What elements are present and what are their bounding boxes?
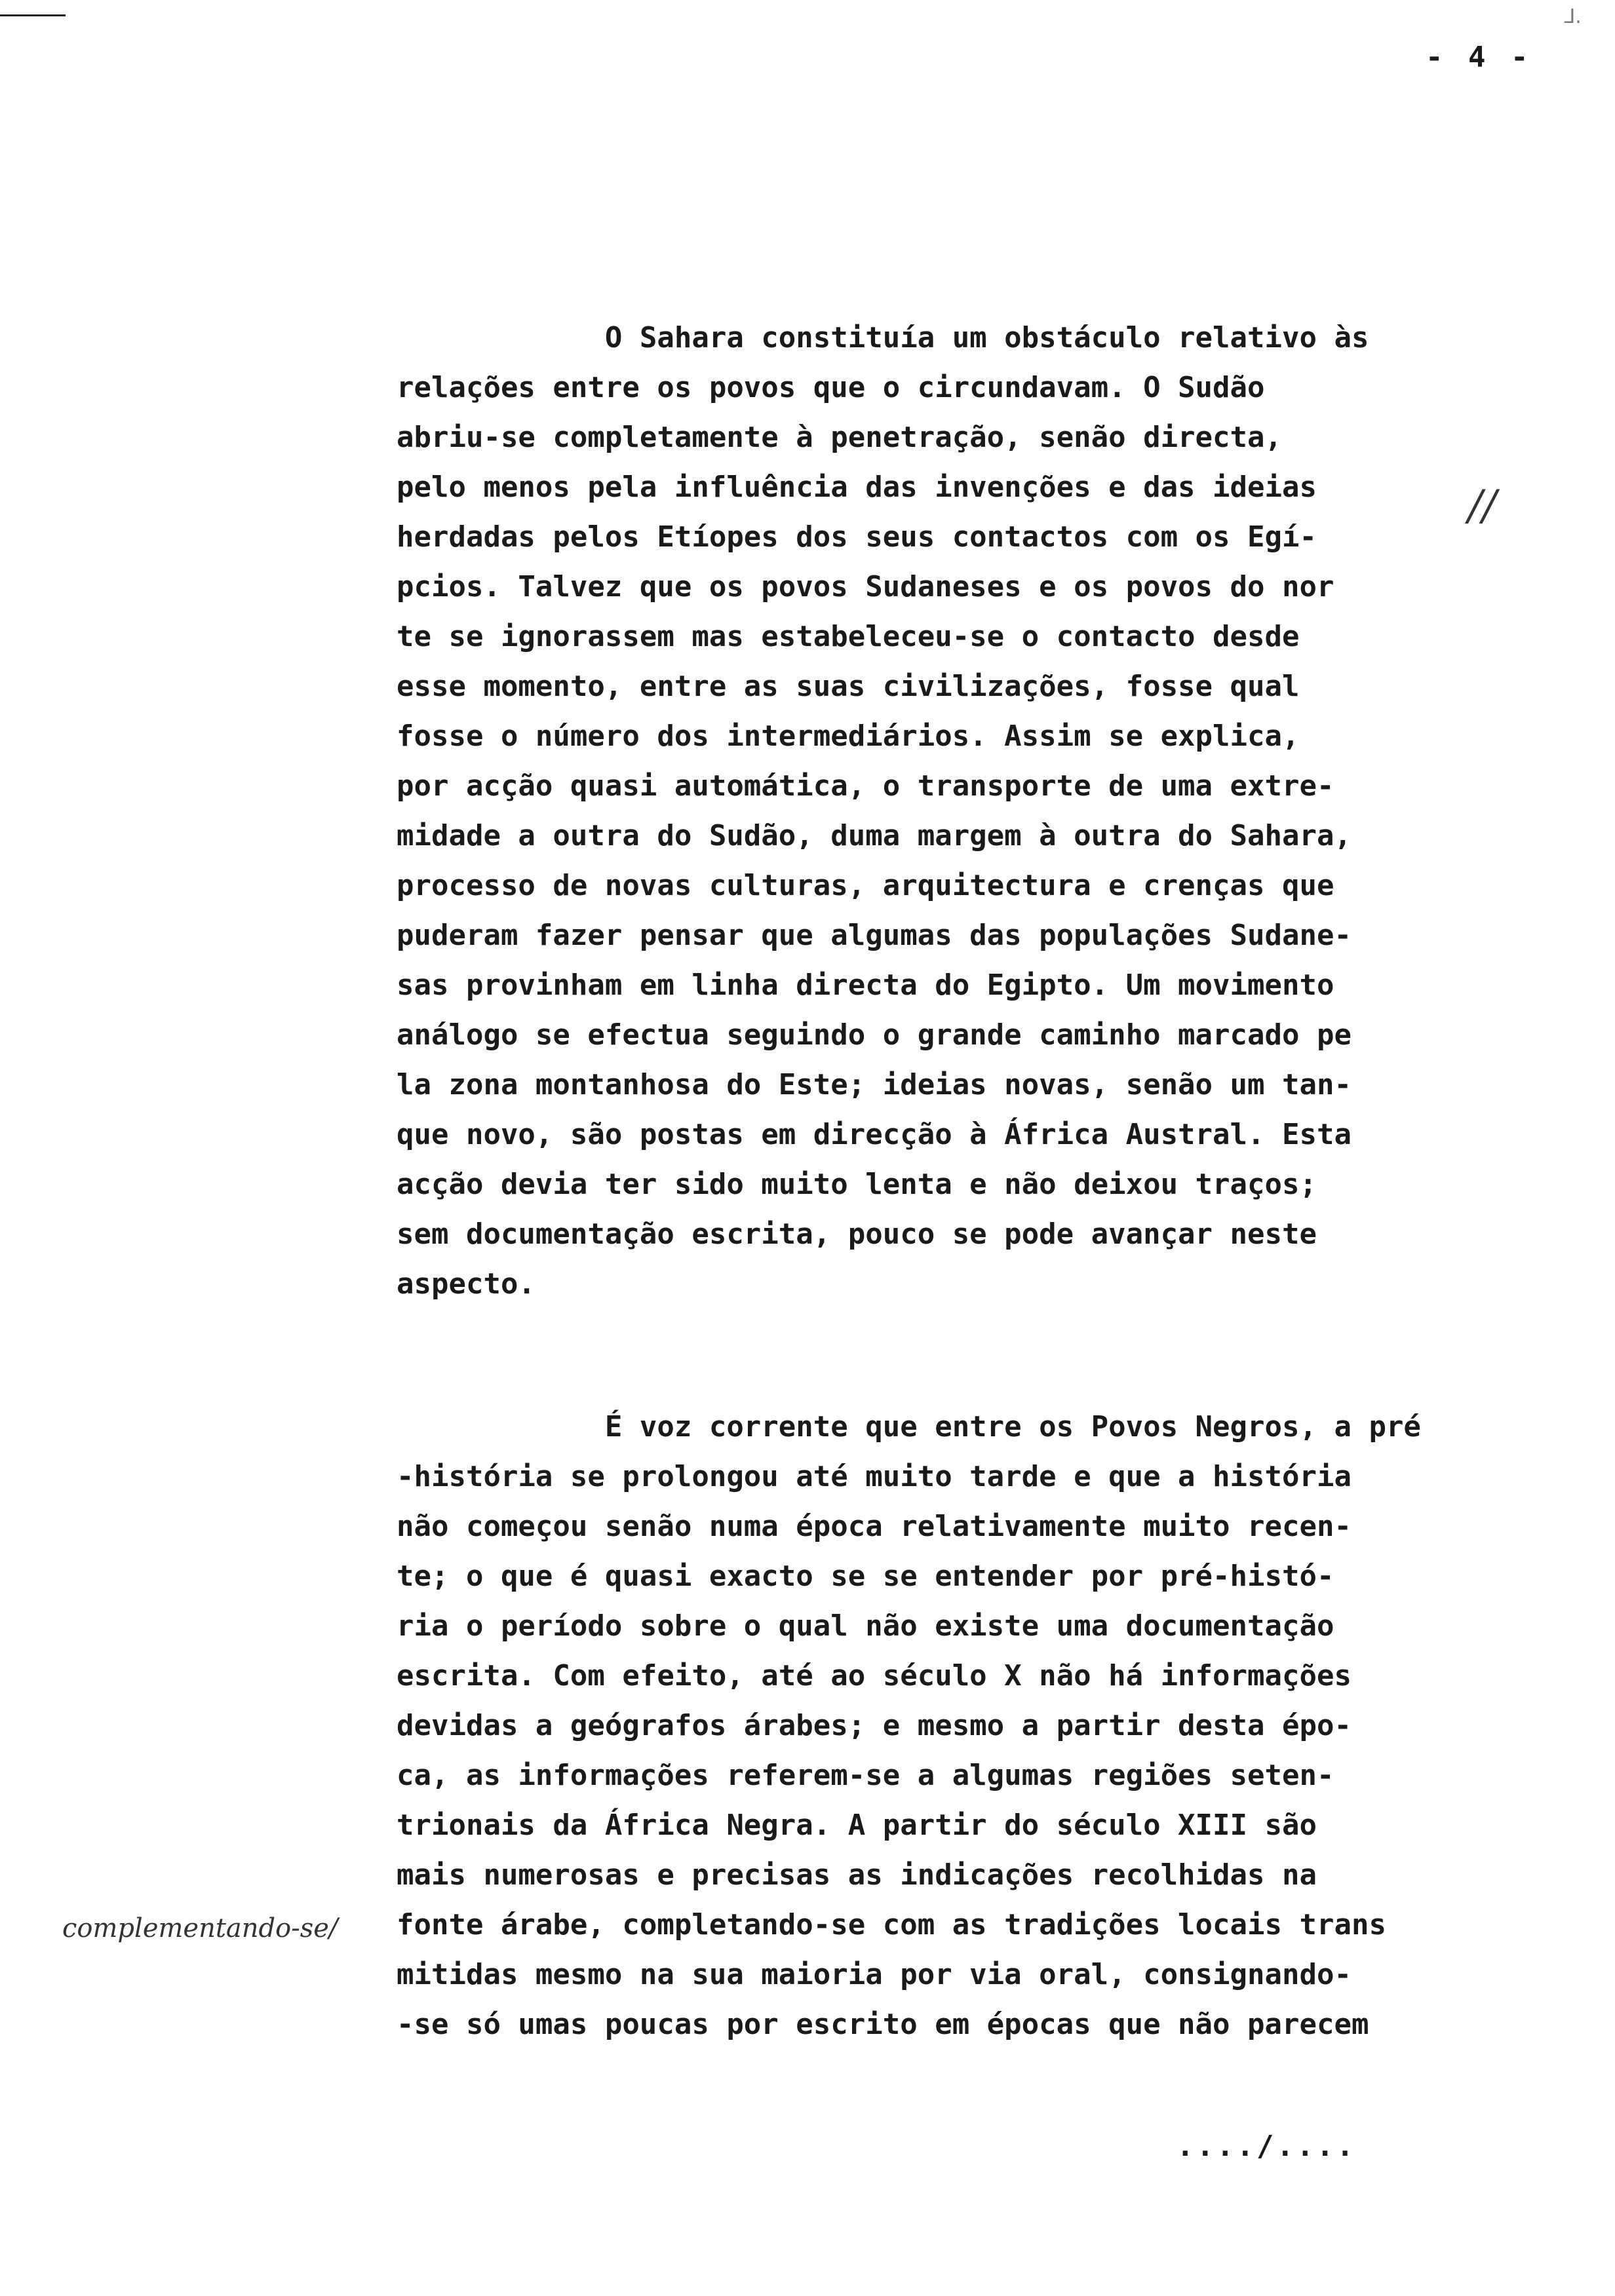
text-line: te se ignorassem mas estabeleceu-se o contacto desde	[397, 620, 1300, 653]
text-line: O Sahara constituía um obstáculo relativo às	[397, 321, 1369, 354]
text-line: escrita. Com efeito, até ao século X não há informações	[397, 1659, 1352, 1693]
text-line: sem documentação escrita, pouco se pode avançar neste	[397, 1217, 1317, 1251]
text-line: fonte árabe, completando-se com as tradições locais trans	[397, 1908, 1386, 1942]
text-line: ca, as informações referem-se a algumas regiões seten-	[397, 1759, 1334, 1792]
text-line: -se só umas poucas por escrito em épocas que não parecem	[397, 2008, 1369, 2041]
text-line: -história se prolongou até muito tarde e que a história	[397, 1460, 1352, 1493]
handwritten-margin-note: complementando-se/	[62, 1913, 338, 1943]
text-line: por acção quasi automática, o transporte de uma extre-	[397, 769, 1334, 803]
text-line: abriu-se completamente à penetração, senão directa,	[397, 421, 1283, 454]
text-line: devidas a geógrafos árabes; e mesmo a partir desta épo-	[397, 1709, 1352, 1742]
text-line: É voz corrente que entre os Povos Negros, a pré	[397, 1410, 1421, 1444]
text-line: pcios. Talvez que os povos Sudaneses e os povos do nor	[397, 570, 1334, 603]
text-line: processo de novas culturas, arquitectura e crenças que	[397, 869, 1334, 902]
text-line: acção devia ter sido muito lenta e não deixou traços;	[397, 1168, 1317, 1201]
text-line: sas provinham em linha directa do Egipto. Um movimento	[397, 968, 1334, 1002]
page-number: - 4 -	[1426, 41, 1532, 74]
text-line: não começou senão numa época relativamente muito recen-	[397, 1510, 1352, 1543]
text-line: fosse o número dos intermediários. Assim se explica,	[397, 719, 1300, 753]
text-line: te; o que é quasi exacto se se entender por pré-histó-	[397, 1559, 1334, 1593]
paragraph-2	[397, 1402, 1550, 2050]
text-line: trionais da África Negra. A partir do século XIII são	[397, 1808, 1317, 1842]
text-line: herdadas pelos Etíopes dos seus contactos com os Egí-	[397, 520, 1317, 554]
text-line: puderam fazer pensar que algumas das populações Sudane-	[397, 919, 1352, 952]
text-line: ria o período sobre o qual não existe uma documentação	[397, 1609, 1334, 1643]
text-line: relações entre os povos que o circundavam. O Sudão	[397, 371, 1265, 404]
margin-correction-mark: //	[1468, 482, 1497, 530]
top-rule	[0, 14, 66, 16]
text-line: pelo menos pela influência das invenções e das ideias	[397, 470, 1317, 504]
text-line: mais numerosas e precisas as indicações recolhidas na	[397, 1858, 1317, 1892]
continuation-mark: ..../....	[1177, 2130, 1357, 2163]
text-line: análogo se efectua seguindo o grande caminho marcado pe	[397, 1018, 1352, 1052]
text-line: aspecto.	[397, 1267, 535, 1301]
text-line: esse momento, entre as suas civilizações, fosse qual	[397, 670, 1300, 703]
text-line: que novo, são postas em direcção à África Austral. Esta	[397, 1118, 1352, 1151]
paragraph-1	[397, 313, 1550, 1309]
text-line: mitidas mesmo na sua maioria por via oral, consignando-	[397, 1958, 1352, 1991]
text-line: midade a outra do Sudão, duma margem à outra do Sahara,	[397, 819, 1352, 852]
text-line: la zona montanhosa do Este; ideias novas, senão um tan-	[397, 1068, 1352, 1101]
corner-handwritten-mark: ᒧ.	[1563, 5, 1582, 28]
